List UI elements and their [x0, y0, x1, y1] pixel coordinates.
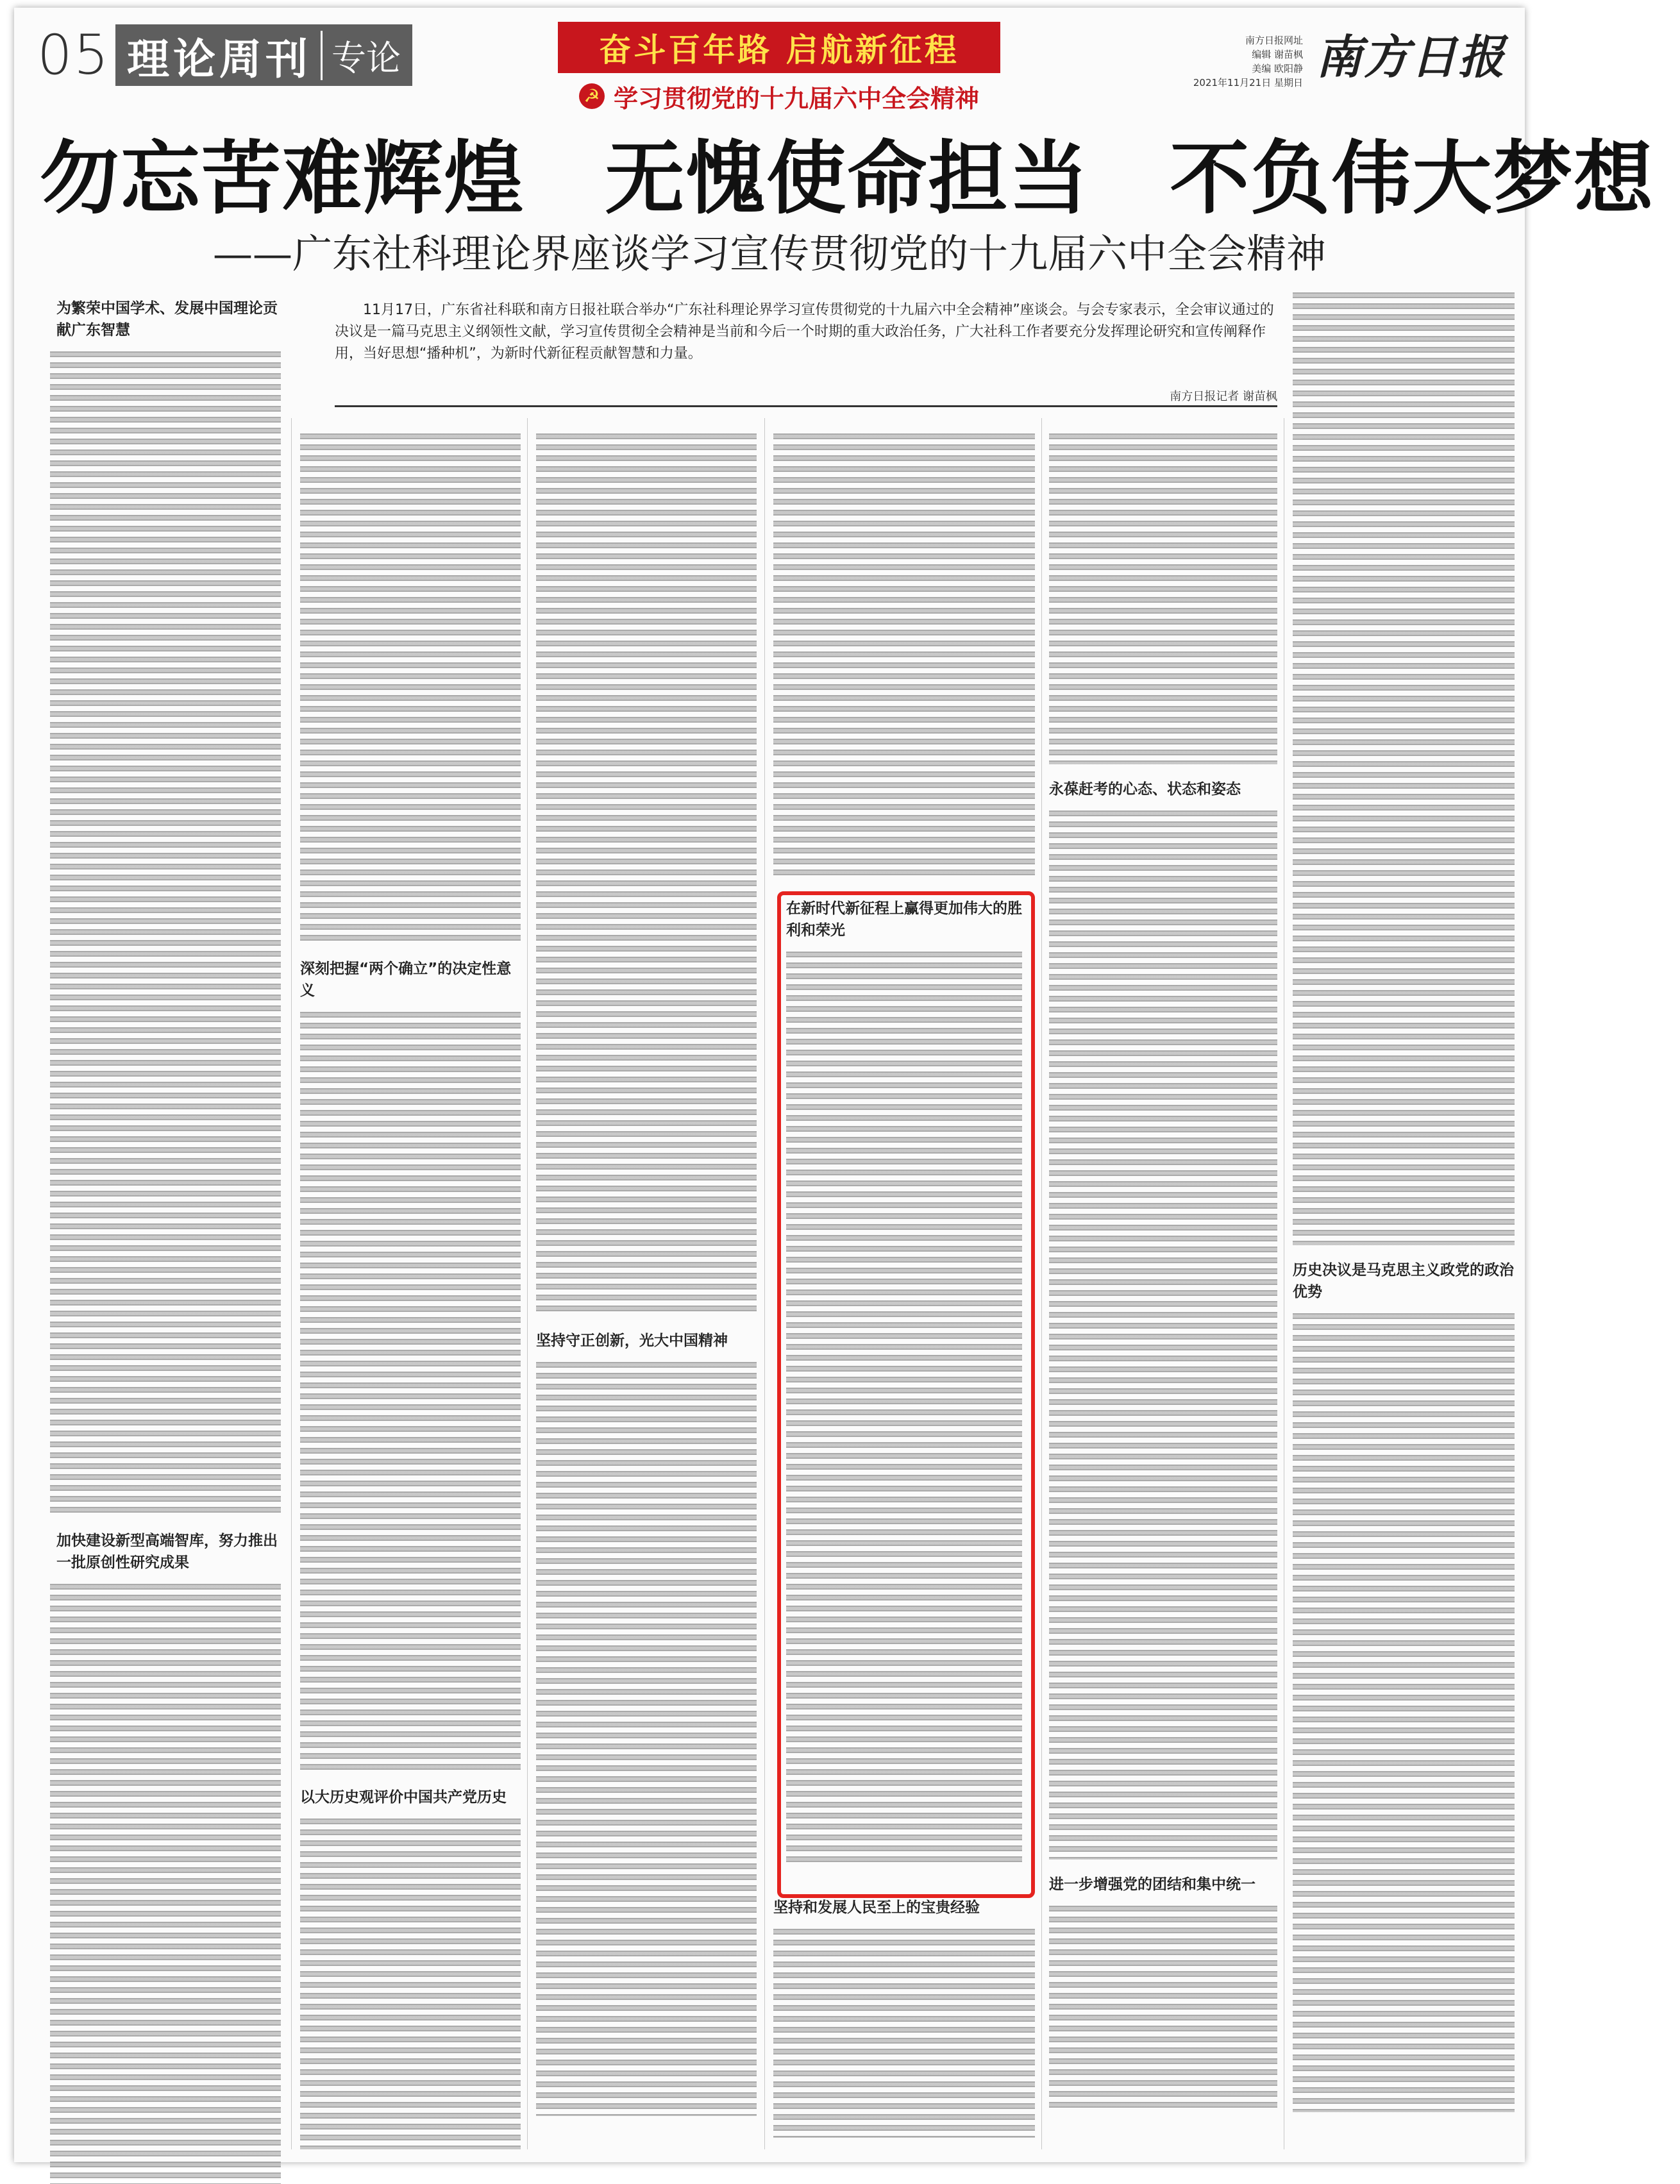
paper-logo: 南方日报: [1316, 29, 1506, 84]
headline-part: 不负伟大梦想: [1170, 132, 1655, 225]
body-text: [50, 349, 281, 1516]
subsection-name: 专论: [321, 31, 401, 80]
body-text: [773, 431, 1035, 880]
body-text: [1049, 1903, 1277, 2108]
article-column: [300, 431, 521, 2149]
column-heading: 加快建设新型高端智库，努力推出一批原创性研究成果: [56, 1533, 278, 1571]
edition-line: 编辑 谢苗枫: [1252, 49, 1303, 60]
subheadline: ——广东社科理论界座谈学习宣传贯彻党的十九届六中全会精神: [212, 230, 1326, 277]
column-heading: 坚持和发展人民至上的宝贵经验: [773, 1899, 980, 1916]
column-heading: 深刻把握“两个确立”的决定性意义: [300, 961, 512, 999]
body-text: [1049, 808, 1277, 1860]
headline-part: 勿忘苦难辉煌: [40, 132, 525, 225]
body-text: [536, 431, 757, 1316]
headline-part: 无愧使命担当: [605, 132, 1090, 225]
edition-line: 美编 欧阳静: [1252, 63, 1303, 74]
column-heading: 永葆赶考的心态、状态和姿态: [1049, 781, 1241, 798]
column-heading: 在新时代新征程上赢得更加伟大的胜利和荣光: [786, 900, 1022, 939]
edition-info: [1175, 33, 1303, 90]
headline: [14, 131, 1655, 227]
body-text: [1293, 1311, 1515, 2112]
section-name: 理论周刊: [127, 34, 312, 84]
article-column: [1293, 290, 1515, 2149]
body-text: [773, 1926, 1035, 2138]
section-label: [115, 24, 412, 86]
article-column: [1049, 431, 1277, 2149]
divider: [335, 405, 1277, 407]
article-column: [50, 295, 281, 2148]
byline: 南方日报记者 谢苗枫: [1170, 390, 1277, 403]
body-text: [1293, 290, 1515, 1245]
article-column: [536, 431, 757, 2149]
theme-banner-sub: [558, 80, 1000, 113]
body-text: [300, 431, 521, 944]
column-heading: 以大历史观评价中国共产党历史: [300, 1789, 507, 1806]
column-heading: 坚持守正创新，光大中国精神: [536, 1332, 728, 1349]
column-divider: [764, 418, 765, 2149]
column-heading: 历史决议是马克思主义政党的政治优势: [1293, 1262, 1514, 1300]
body-text: [536, 1359, 757, 2116]
body-text: [1049, 431, 1277, 764]
column-divider: [291, 418, 292, 2149]
newspaper-page: [14, 8, 1655, 2162]
body-text: [50, 1581, 281, 2184]
column-heading: 为繁荣中国学术、发展中国理论贡献广东智慧: [56, 300, 278, 339]
column-divider: [1041, 418, 1042, 2149]
body-text: [300, 1816, 521, 2149]
intro-paragraph: 11月17日，广东省社科联和南方日报社联合举办“广东社科理论界学习宣传贯彻党的十九届六中全会精神”座谈会。与会专家表示，全会审议通过的决议是一篇马克思主义纲领性文献，学习宣传贯彻全会精神是当前和今后一个时期的重大政治任务，广大社科工作者要充分发挥理论研究和宣传阐释作用，当好思想“播种机”，为新时代新征程贡献智慧和力量。: [335, 302, 1274, 362]
column-heading: 进一步增强党的团结和集中统一: [1049, 1876, 1256, 1893]
edition-line: 2021年11月21日 星期日: [1193, 77, 1303, 88]
column-divider: [527, 418, 528, 2149]
party-emblem-icon: ☭: [579, 83, 605, 109]
theme-banner-sub-text: 学习贯彻党的十九届六中全会精神: [613, 84, 979, 113]
body-text: [300, 1009, 521, 1772]
edition-line: 南方日报网址: [1245, 35, 1303, 46]
theme-banner: 奋斗百年路 启航新征程: [558, 22, 1000, 73]
highlight-frame: [777, 891, 1035, 1898]
page-number: 05: [37, 23, 110, 87]
